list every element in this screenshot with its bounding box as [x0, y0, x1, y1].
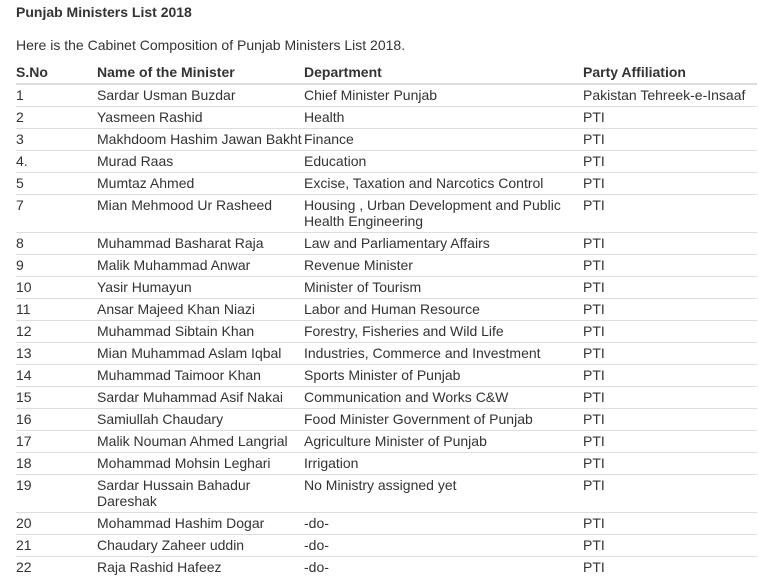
cell-sno: 21 [16, 535, 97, 557]
cell-minister-name: Mohammad Mohsin Leghari [97, 453, 304, 475]
cell-sno: 15 [16, 387, 97, 409]
cell-minister-name: Yasir Humayun [97, 277, 304, 299]
ministers-table [16, 62, 757, 578]
cell-department: Revenue Minister [304, 255, 583, 277]
table-row [16, 151, 757, 173]
cell-sno: 5 [16, 173, 97, 195]
cell-department: Finance [304, 129, 583, 151]
table-row [16, 107, 757, 129]
cell-party: PTI [583, 343, 757, 365]
cell-department: -do- [304, 535, 583, 557]
cell-party: PTI [583, 195, 757, 233]
table-row [16, 475, 757, 513]
cell-sno: 7 [16, 195, 97, 233]
cell-sno: 17 [16, 431, 97, 453]
cell-party: PTI [583, 129, 757, 151]
cell-department: Minister of Tourism [304, 277, 583, 299]
cell-sno: 22 [16, 557, 97, 578]
cell-party: PTI [583, 535, 757, 557]
table-row [16, 557, 757, 578]
cell-minister-name: Muhammad Basharat Raja [97, 233, 304, 255]
cell-minister-name: Chaudary Zaheer uddin [97, 535, 304, 557]
cell-minister-name: Sardar Muhammad Asif Nakai [97, 387, 304, 409]
cell-party: PTI [583, 233, 757, 255]
cell-party: PTI [583, 453, 757, 475]
table-row [16, 255, 757, 277]
column-header-party: Party Affiliation [583, 62, 757, 84]
cell-sno: 20 [16, 513, 97, 535]
article-content [16, 0, 759, 578]
cell-minister-name: Makhdoom Hashim Jawan Bakht [97, 129, 304, 151]
table-row [16, 387, 757, 409]
cell-minister-name: Mian Muhammad Aslam Iqbal [97, 343, 304, 365]
cell-minister-name: Muhammad Sibtain Khan [97, 321, 304, 343]
cell-party: PTI [583, 557, 757, 578]
cell-party: PTI [583, 299, 757, 321]
cell-sno: 4. [16, 151, 97, 173]
table-row [16, 409, 757, 431]
cell-minister-name: Muhammad Taimoor Khan [97, 365, 304, 387]
cell-sno: 19 [16, 475, 97, 513]
cell-minister-name: Yasmeen Rashid [97, 107, 304, 129]
cell-department: Food Minister Government of Punjab [304, 409, 583, 431]
table-row [16, 173, 757, 195]
cell-department: Education [304, 151, 583, 173]
cell-department: No Ministry assigned yet [304, 475, 583, 513]
cell-department: Housing , Urban Development and Public Health Engineering [304, 195, 583, 233]
cell-sno: 18 [16, 453, 97, 475]
cell-party: PTI [583, 475, 757, 513]
column-header-sno: S.No [16, 62, 97, 84]
cell-party: PTI [583, 277, 757, 299]
cell-sno: 11 [16, 299, 97, 321]
table-header-row [16, 62, 757, 84]
cell-minister-name: Mian Mehmood Ur Rasheed [97, 195, 304, 233]
table-row [16, 299, 757, 321]
cell-minister-name: Raja Rashid Hafeez [97, 557, 304, 578]
table-row [16, 129, 757, 151]
table-row [16, 513, 757, 535]
cell-party: PTI [583, 387, 757, 409]
cell-department: -do- [304, 557, 583, 578]
cell-sno: 3 [16, 129, 97, 151]
cell-minister-name: Mumtaz Ahmed [97, 173, 304, 195]
table-row [16, 365, 757, 387]
table-row [16, 233, 757, 255]
cell-department: Forestry, Fisheries and Wild Life [304, 321, 583, 343]
cell-sno: 8 [16, 233, 97, 255]
cell-sno: 2 [16, 107, 97, 129]
cell-department: Labor and Human Resource [304, 299, 583, 321]
cell-minister-name: Ansar Majeed Khan Niazi [97, 299, 304, 321]
cell-department: Health [304, 107, 583, 129]
table-row [16, 84, 757, 107]
page-title: Punjab Ministers List 2018 [16, 0, 759, 28]
cell-party: PTI [583, 365, 757, 387]
column-header-name: Name of the Minister [97, 62, 304, 84]
cell-party: PTI [583, 107, 757, 129]
cell-sno: 13 [16, 343, 97, 365]
table-row [16, 277, 757, 299]
cell-sno: 14 [16, 365, 97, 387]
table-row [16, 343, 757, 365]
cell-party: PTI [583, 513, 757, 535]
table-body [16, 84, 757, 578]
cell-department: Agriculture Minister of Punjab [304, 431, 583, 453]
cell-party: PTI [583, 255, 757, 277]
cell-department: Communication and Works C&W [304, 387, 583, 409]
cell-department: Industries, Commerce and Investment [304, 343, 583, 365]
cell-sno: 16 [16, 409, 97, 431]
cell-party: PTI [583, 173, 757, 195]
table-row [16, 431, 757, 453]
table-row [16, 321, 757, 343]
cell-minister-name: Samiullah Chaudary [97, 409, 304, 431]
cell-minister-name: Malik Muhammad Anwar [97, 255, 304, 277]
cell-sno: 10 [16, 277, 97, 299]
cell-minister-name: Malik Nouman Ahmed Langrial [97, 431, 304, 453]
cell-minister-name: Mohammad Hashim Dogar [97, 513, 304, 535]
table-header [16, 62, 757, 84]
cell-party: PTI [583, 321, 757, 343]
cell-minister-name: Sardar Hussain Bahadur Dareshak [97, 475, 304, 513]
cell-department: Chief Minister Punjab [304, 84, 583, 107]
column-header-department: Department [304, 62, 583, 84]
cell-department: Excise, Taxation and Narcotics Control [304, 173, 583, 195]
cell-party: Pakistan Tehreek-e-Insaaf [583, 84, 757, 107]
cell-minister-name: Murad Raas [97, 151, 304, 173]
cell-sno: 9 [16, 255, 97, 277]
cell-department: Law and Parliamentary Affairs [304, 233, 583, 255]
cell-department: -do- [304, 513, 583, 535]
cell-sno: 1 [16, 84, 97, 107]
cell-department: Sports Minister of Punjab [304, 365, 583, 387]
table-row [16, 195, 757, 233]
intro-text: Here is the Cabinet Composition of Punjab Ministers List 2018. [16, 28, 759, 57]
table-row [16, 453, 757, 475]
cell-party: PTI [583, 151, 757, 173]
cell-party: PTI [583, 409, 757, 431]
cell-sno: 12 [16, 321, 97, 343]
cell-party: PTI [583, 431, 757, 453]
cell-department: Irrigation [304, 453, 583, 475]
cell-minister-name: Sardar Usman Buzdar [97, 84, 304, 107]
table-row [16, 535, 757, 557]
